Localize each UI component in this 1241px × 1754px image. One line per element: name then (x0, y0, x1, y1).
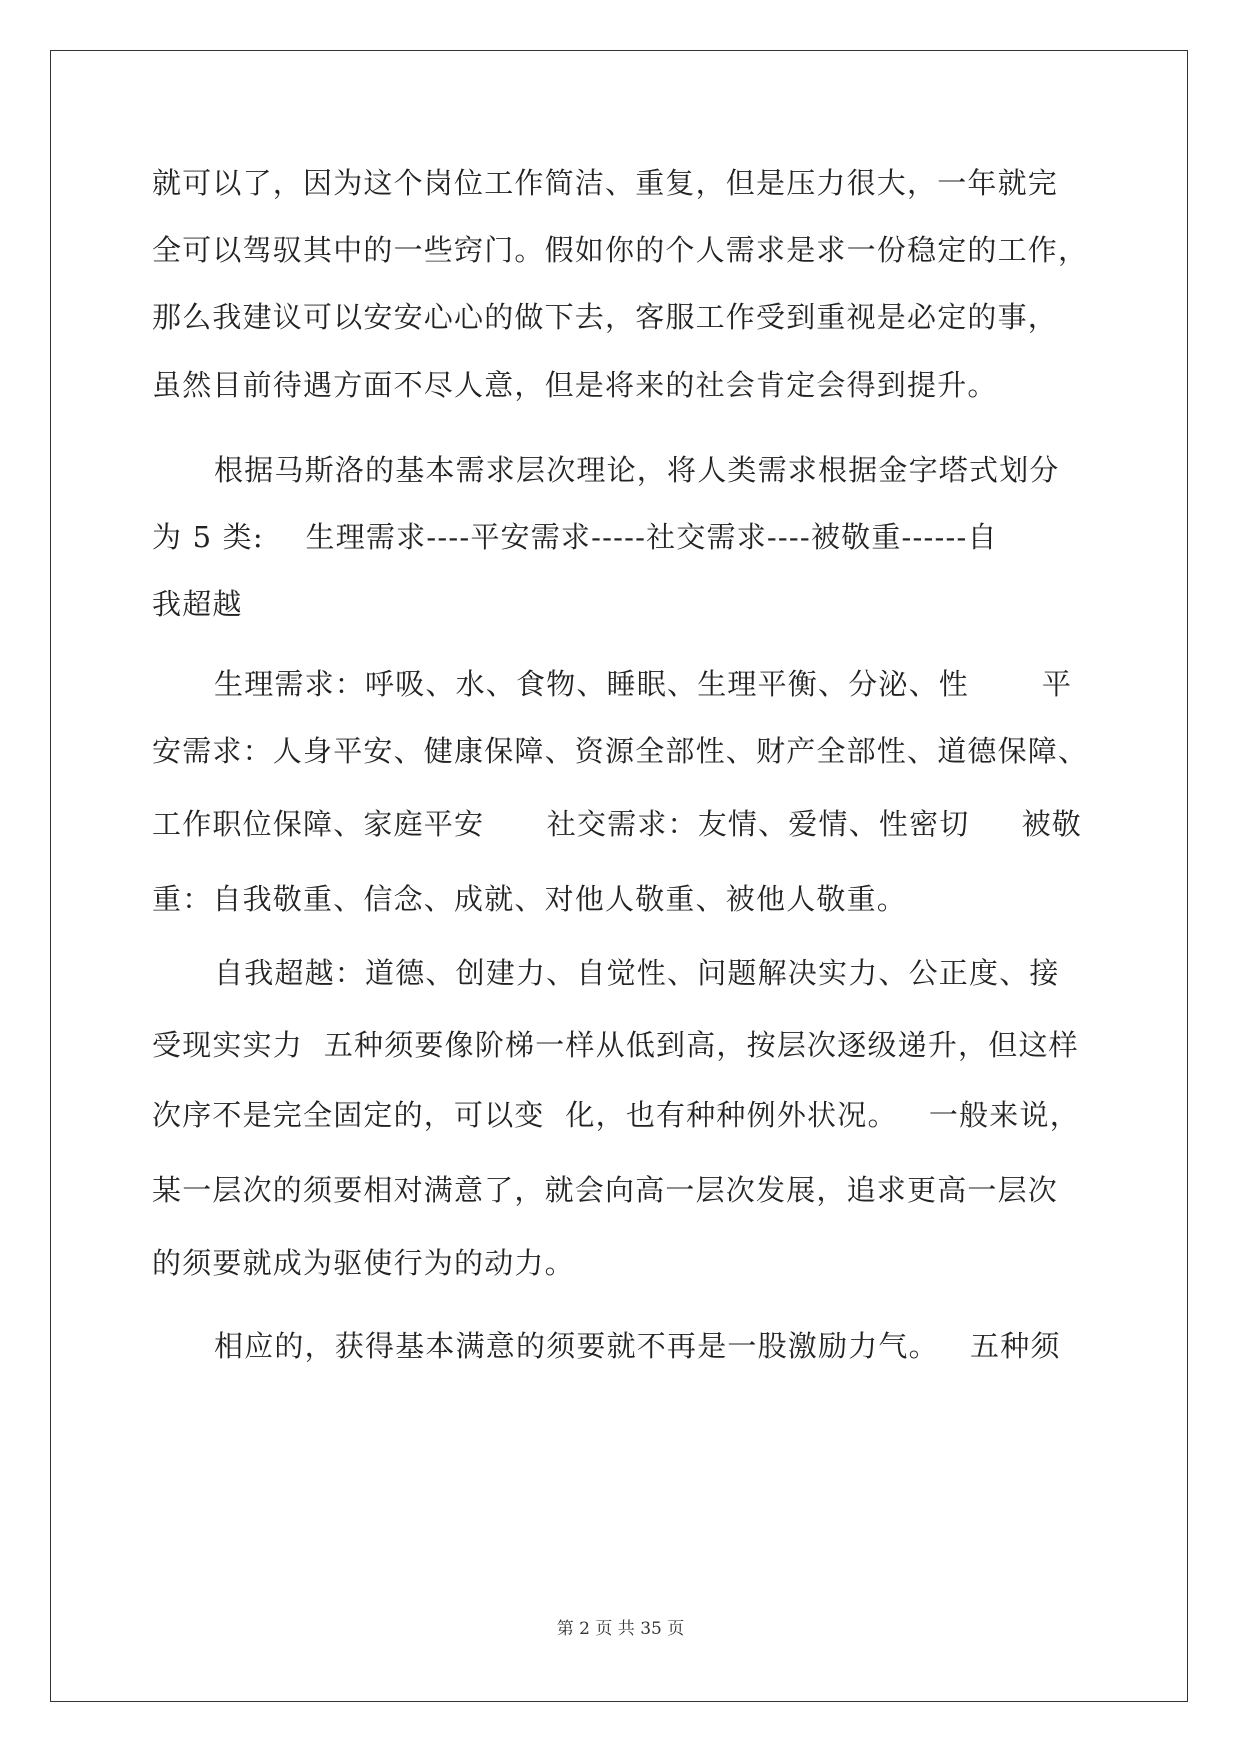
text-line: 那么我建议可以安安心心的做下去，客服工作受到重视是必定的事， (152, 300, 1059, 334)
paragraph-first-line: 相应的，获得基本满意的须要就不再是一股激励力气。 五种须 (214, 1329, 1061, 1363)
text-line: 全可以驾驭其中的一些窍门。假如你的个人需求是求一份稳定的工作， (152, 233, 1089, 267)
text-line: 安需求：人身平安、健康保障、资源全部性、财产全部性、道德保障、 (152, 734, 1089, 768)
paragraph-first-line: 根据马斯洛的基本需求层次理论，将人类需求根据金字塔式划分 (214, 453, 1060, 487)
text-line: 的须要就成为驱使行为的动力。 (152, 1246, 575, 1280)
text-line: 就可以了，因为这个岗位工作简洁、重复，但是压力很大，一年就完 (152, 166, 1059, 200)
text-line: 某一层次的须要相对满意了，就会向高一层次发展，追求更高一层次 (152, 1173, 1059, 1207)
text-line: 重：自我敬重、信念、成就、对他人敬重、被他人敬重。 (152, 882, 908, 916)
paragraph-first-line: 自我超越：道德、创建力、自觉性、问题解决实力、公正度、接 (214, 956, 1060, 990)
text-line: 受现实实力 五种须要像阶梯一样从低到高，按层次逐级递升，但这样 (152, 1028, 1079, 1062)
text-line: 工作职位保障、家庭平安 社交需求：友情、爱情、性密切 被敬 (152, 807, 1083, 841)
text-line: 我超越 (152, 587, 243, 621)
page-number: 第 2 页 共 35 页 (556, 1619, 685, 1639)
text-line: 虽然目前待遇方面不尽人意，但是将来的社会肯定会得到提升。 (152, 368, 998, 402)
text-line: 为 5 类: 生理需求----平安需求-----社交需求----被敬重------自 (152, 520, 998, 554)
text-line: 次序不是完全固定的，可以变 化，也有种种例外状况。 一般来说， (152, 1098, 1080, 1132)
paragraph-first-line: 生理需求：呼吸、水、食物、睡眠、生理平衡、分泌、性 平 (214, 667, 1073, 701)
